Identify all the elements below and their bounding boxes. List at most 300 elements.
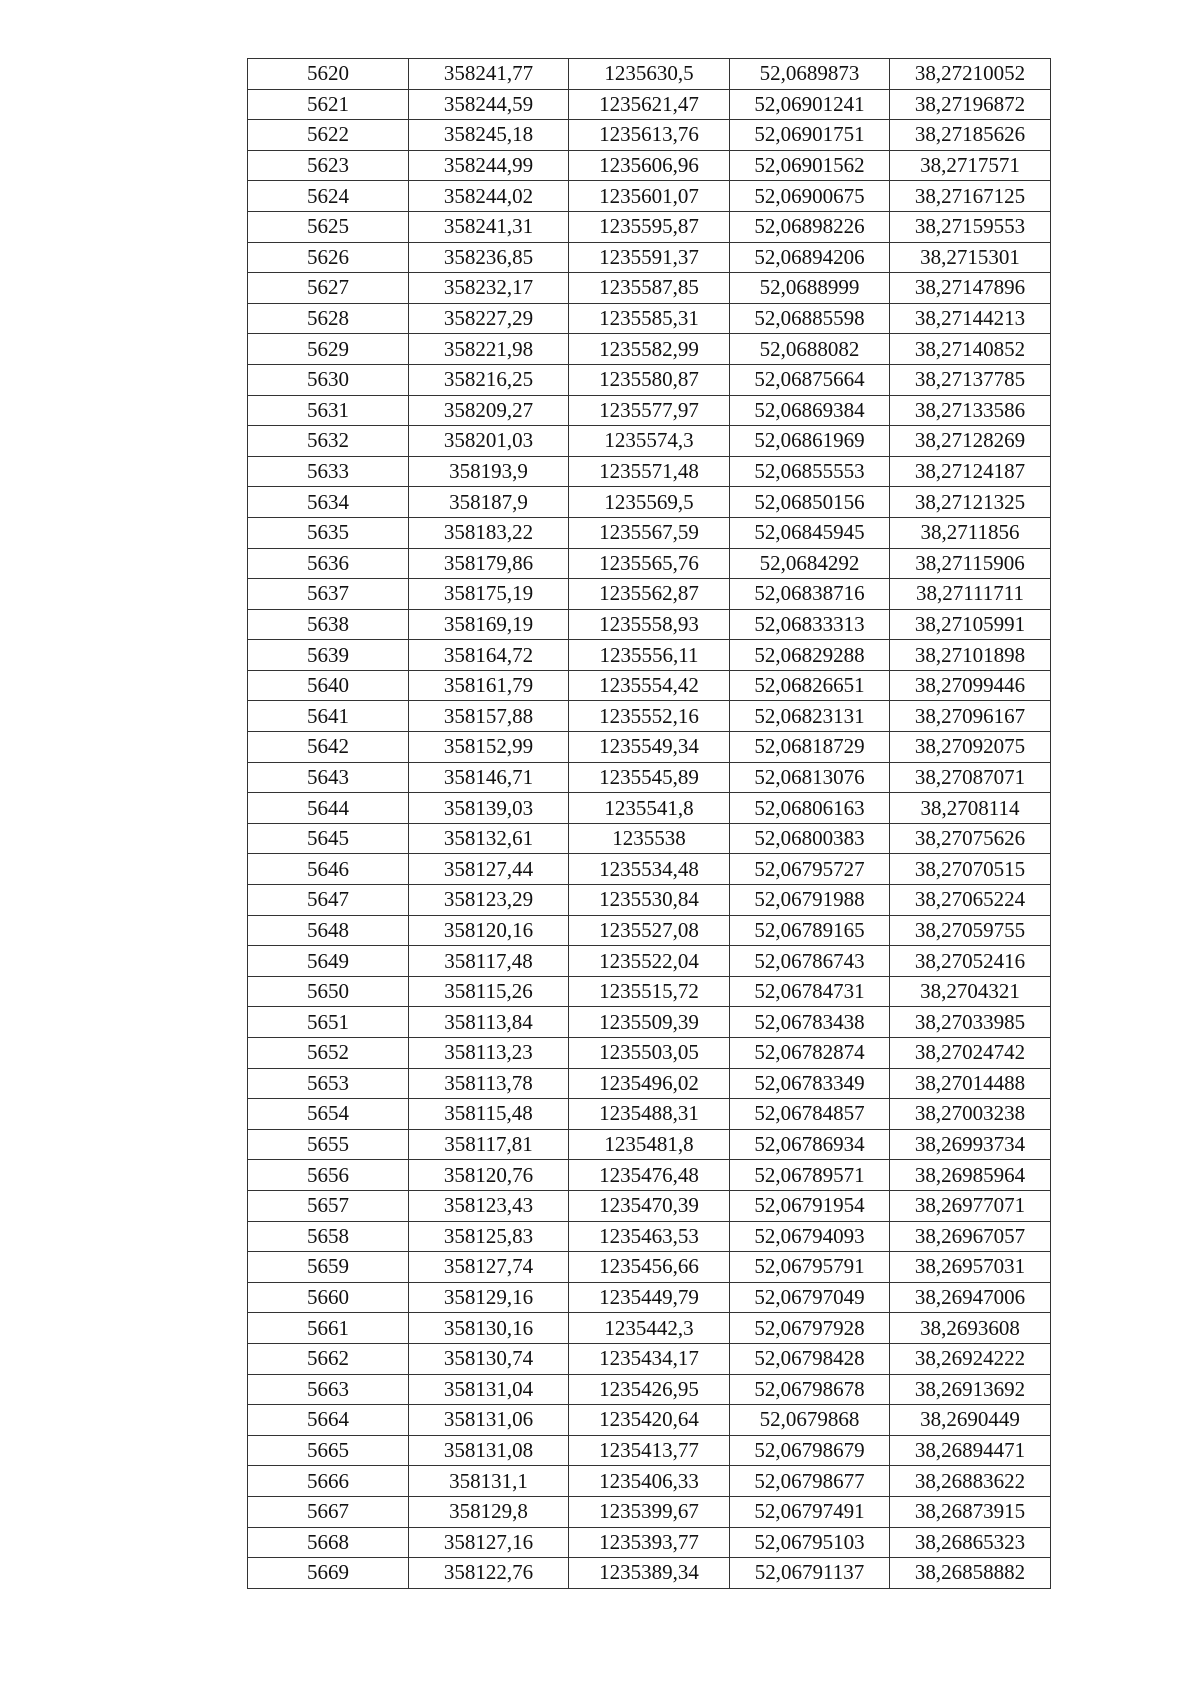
- y-coordinate-cell: 1235585,31: [569, 303, 730, 334]
- table-row: [248, 364, 1051, 395]
- x-coordinate-cell: 358157,88: [409, 701, 569, 732]
- latitude-cell: 52,06861969: [730, 426, 890, 457]
- table-row: [248, 487, 1051, 518]
- longitude-cell: 38,27096167: [890, 701, 1051, 732]
- y-coordinate-cell: 1235456,66: [569, 1252, 730, 1283]
- y-coordinate-cell: 1235587,85: [569, 273, 730, 304]
- longitude-cell: 38,27133586: [890, 395, 1051, 426]
- table-row: [248, 793, 1051, 824]
- latitude-cell: 52,06797491: [730, 1496, 890, 1527]
- x-coordinate-cell: 358244,99: [409, 150, 569, 181]
- table-row: [248, 1221, 1051, 1252]
- point-number-cell: 5660: [248, 1282, 409, 1313]
- latitude-cell: 52,06783349: [730, 1068, 890, 1099]
- y-coordinate-cell: 1235565,76: [569, 548, 730, 579]
- point-number-cell: 5641: [248, 701, 409, 732]
- longitude-cell: 38,27024742: [890, 1038, 1051, 1069]
- latitude-cell: 52,06784731: [730, 976, 890, 1007]
- latitude-cell: 52,06786934: [730, 1129, 890, 1160]
- latitude-cell: 52,06800383: [730, 823, 890, 854]
- latitude-cell: 52,06823131: [730, 701, 890, 732]
- point-number-cell: 5655: [248, 1129, 409, 1160]
- x-coordinate-cell: 358232,17: [409, 273, 569, 304]
- table-row: [248, 1160, 1051, 1191]
- table-row: [248, 1129, 1051, 1160]
- point-number-cell: 5652: [248, 1038, 409, 1069]
- x-coordinate-cell: 358236,85: [409, 242, 569, 273]
- y-coordinate-cell: 1235595,87: [569, 211, 730, 242]
- y-coordinate-cell: 1235442,3: [569, 1313, 730, 1344]
- point-number-cell: 5640: [248, 670, 409, 701]
- x-coordinate-cell: 358131,04: [409, 1374, 569, 1405]
- longitude-cell: 38,2715301: [890, 242, 1051, 273]
- longitude-cell: 38,27059755: [890, 915, 1051, 946]
- table-row: [248, 1007, 1051, 1038]
- point-number-cell: 5635: [248, 517, 409, 548]
- x-coordinate-cell: 358245,18: [409, 120, 569, 151]
- latitude-cell: 52,06798679: [730, 1435, 890, 1466]
- latitude-cell: 52,06795103: [730, 1527, 890, 1558]
- table-row: [248, 1405, 1051, 1436]
- table-row: [248, 579, 1051, 610]
- longitude-cell: 38,2708114: [890, 793, 1051, 824]
- y-coordinate-cell: 1235549,34: [569, 732, 730, 763]
- latitude-cell: 52,0688082: [730, 334, 890, 365]
- longitude-cell: 38,26957031: [890, 1252, 1051, 1283]
- x-coordinate-cell: 358216,25: [409, 364, 569, 395]
- point-number-cell: 5630: [248, 364, 409, 395]
- point-number-cell: 5625: [248, 211, 409, 242]
- table-row: [248, 150, 1051, 181]
- point-number-cell: 5666: [248, 1466, 409, 1497]
- x-coordinate-cell: 358244,59: [409, 89, 569, 120]
- x-coordinate-cell: 358132,61: [409, 823, 569, 854]
- longitude-cell: 38,26924222: [890, 1343, 1051, 1374]
- x-coordinate-cell: 358227,29: [409, 303, 569, 334]
- longitude-cell: 38,26865323: [890, 1527, 1051, 1558]
- longitude-cell: 38,27210052: [890, 59, 1051, 90]
- x-coordinate-cell: 358127,74: [409, 1252, 569, 1283]
- x-coordinate-cell: 358201,03: [409, 426, 569, 457]
- y-coordinate-cell: 1235420,64: [569, 1405, 730, 1436]
- y-coordinate-cell: 1235509,39: [569, 1007, 730, 1038]
- longitude-cell: 38,27111711: [890, 579, 1051, 610]
- point-number-cell: 5623: [248, 150, 409, 181]
- x-coordinate-cell: 358244,02: [409, 181, 569, 212]
- x-coordinate-cell: 358179,86: [409, 548, 569, 579]
- x-coordinate-cell: 358193,9: [409, 456, 569, 487]
- table-row: [248, 89, 1051, 120]
- y-coordinate-cell: 1235569,5: [569, 487, 730, 518]
- longitude-cell: 38,27052416: [890, 946, 1051, 977]
- latitude-cell: 52,06833313: [730, 609, 890, 640]
- longitude-cell: 38,27144213: [890, 303, 1051, 334]
- longitude-cell: 38,27140852: [890, 334, 1051, 365]
- longitude-cell: 38,26993734: [890, 1129, 1051, 1160]
- table-row: [248, 548, 1051, 579]
- table-row: [248, 640, 1051, 671]
- point-number-cell: 5665: [248, 1435, 409, 1466]
- longitude-cell: 38,27167125: [890, 181, 1051, 212]
- point-number-cell: 5622: [248, 120, 409, 151]
- longitude-cell: 38,27087071: [890, 762, 1051, 793]
- x-coordinate-cell: 358241,77: [409, 59, 569, 90]
- point-number-cell: 5634: [248, 487, 409, 518]
- latitude-cell: 52,06797928: [730, 1313, 890, 1344]
- latitude-cell: 52,06786743: [730, 946, 890, 977]
- point-number-cell: 5669: [248, 1558, 409, 1589]
- table-row: [248, 211, 1051, 242]
- y-coordinate-cell: 1235426,95: [569, 1374, 730, 1405]
- table-row: [248, 456, 1051, 487]
- longitude-cell: 38,27033985: [890, 1007, 1051, 1038]
- x-coordinate-cell: 358131,1: [409, 1466, 569, 1497]
- longitude-cell: 38,26858882: [890, 1558, 1051, 1589]
- latitude-cell: 52,06798678: [730, 1374, 890, 1405]
- point-number-cell: 5621: [248, 89, 409, 120]
- y-coordinate-cell: 1235449,79: [569, 1282, 730, 1313]
- y-coordinate-cell: 1235399,67: [569, 1496, 730, 1527]
- y-coordinate-cell: 1235621,47: [569, 89, 730, 120]
- y-coordinate-cell: 1235580,87: [569, 364, 730, 395]
- point-number-cell: 5656: [248, 1160, 409, 1191]
- point-number-cell: 5644: [248, 793, 409, 824]
- latitude-cell: 52,06875664: [730, 364, 890, 395]
- table-row: [248, 1496, 1051, 1527]
- point-number-cell: 5642: [248, 732, 409, 763]
- latitude-cell: 52,06789571: [730, 1160, 890, 1191]
- longitude-cell: 38,27185626: [890, 120, 1051, 151]
- table-row: [248, 1435, 1051, 1466]
- longitude-cell: 38,27070515: [890, 854, 1051, 885]
- longitude-cell: 38,26894471: [890, 1435, 1051, 1466]
- longitude-cell: 38,27196872: [890, 89, 1051, 120]
- x-coordinate-cell: 358115,48: [409, 1099, 569, 1130]
- x-coordinate-cell: 358164,72: [409, 640, 569, 671]
- point-number-cell: 5631: [248, 395, 409, 426]
- table-row: [248, 1313, 1051, 1344]
- longitude-cell: 38,26967057: [890, 1221, 1051, 1252]
- y-coordinate-cell: 1235389,34: [569, 1558, 730, 1589]
- x-coordinate-cell: 358175,19: [409, 579, 569, 610]
- y-coordinate-cell: 1235571,48: [569, 456, 730, 487]
- table-row: [248, 670, 1051, 701]
- table-row: [248, 946, 1051, 977]
- point-number-cell: 5632: [248, 426, 409, 457]
- latitude-cell: 52,06855553: [730, 456, 890, 487]
- y-coordinate-cell: 1235538: [569, 823, 730, 854]
- table-row: [248, 1068, 1051, 1099]
- table-row: [248, 1466, 1051, 1497]
- point-number-cell: 5643: [248, 762, 409, 793]
- x-coordinate-cell: 358122,76: [409, 1558, 569, 1589]
- latitude-cell: 52,06901562: [730, 150, 890, 181]
- longitude-cell: 38,27003238: [890, 1099, 1051, 1130]
- latitude-cell: 52,06782874: [730, 1038, 890, 1069]
- x-coordinate-cell: 358129,16: [409, 1282, 569, 1313]
- x-coordinate-cell: 358123,29: [409, 885, 569, 916]
- point-number-cell: 5638: [248, 609, 409, 640]
- longitude-cell: 38,27092075: [890, 732, 1051, 763]
- point-number-cell: 5661: [248, 1313, 409, 1344]
- table-row: [248, 762, 1051, 793]
- point-number-cell: 5633: [248, 456, 409, 487]
- latitude-cell: 52,0679868: [730, 1405, 890, 1436]
- x-coordinate-cell: 358209,27: [409, 395, 569, 426]
- table-row: [248, 701, 1051, 732]
- table-row: [248, 395, 1051, 426]
- latitude-cell: 52,06798677: [730, 1466, 890, 1497]
- x-coordinate-cell: 358120,76: [409, 1160, 569, 1191]
- y-coordinate-cell: 1235503,05: [569, 1038, 730, 1069]
- x-coordinate-cell: 358221,98: [409, 334, 569, 365]
- point-number-cell: 5647: [248, 885, 409, 916]
- y-coordinate-cell: 1235582,99: [569, 334, 730, 365]
- table-row: [248, 1190, 1051, 1221]
- y-coordinate-cell: 1235556,11: [569, 640, 730, 671]
- y-coordinate-cell: 1235534,48: [569, 854, 730, 885]
- x-coordinate-cell: 358113,78: [409, 1068, 569, 1099]
- table-row: [248, 242, 1051, 273]
- x-coordinate-cell: 358146,71: [409, 762, 569, 793]
- longitude-cell: 38,26913692: [890, 1374, 1051, 1405]
- longitude-cell: 38,2711856: [890, 517, 1051, 548]
- table-row: [248, 334, 1051, 365]
- x-coordinate-cell: 358183,22: [409, 517, 569, 548]
- table-row: [248, 517, 1051, 548]
- y-coordinate-cell: 1235527,08: [569, 915, 730, 946]
- latitude-cell: 52,06901241: [730, 89, 890, 120]
- x-coordinate-cell: 358123,43: [409, 1190, 569, 1221]
- table-row: [248, 1038, 1051, 1069]
- longitude-cell: 38,27075626: [890, 823, 1051, 854]
- point-number-cell: 5659: [248, 1252, 409, 1283]
- longitude-cell: 38,27105991: [890, 609, 1051, 640]
- longitude-cell: 38,2717571: [890, 150, 1051, 181]
- table-row: [248, 1099, 1051, 1130]
- y-coordinate-cell: 1235591,37: [569, 242, 730, 273]
- longitude-cell: 38,26947006: [890, 1282, 1051, 1313]
- latitude-cell: 52,06900675: [730, 181, 890, 212]
- latitude-cell: 52,06783438: [730, 1007, 890, 1038]
- longitude-cell: 38,2690449: [890, 1405, 1051, 1436]
- point-number-cell: 5648: [248, 915, 409, 946]
- point-number-cell: 5626: [248, 242, 409, 273]
- point-number-cell: 5654: [248, 1099, 409, 1130]
- latitude-cell: 52,06818729: [730, 732, 890, 763]
- x-coordinate-cell: 358115,26: [409, 976, 569, 1007]
- point-number-cell: 5624: [248, 181, 409, 212]
- x-coordinate-cell: 358161,79: [409, 670, 569, 701]
- y-coordinate-cell: 1235463,53: [569, 1221, 730, 1252]
- point-number-cell: 5629: [248, 334, 409, 365]
- longitude-cell: 38,27099446: [890, 670, 1051, 701]
- latitude-cell: 52,06898226: [730, 211, 890, 242]
- latitude-cell: 52,06784857: [730, 1099, 890, 1130]
- point-number-cell: 5637: [248, 579, 409, 610]
- table-row: [248, 976, 1051, 1007]
- point-number-cell: 5657: [248, 1190, 409, 1221]
- longitude-cell: 38,27115906: [890, 548, 1051, 579]
- longitude-cell: 38,27137785: [890, 364, 1051, 395]
- point-number-cell: 5639: [248, 640, 409, 671]
- y-coordinate-cell: 1235601,07: [569, 181, 730, 212]
- latitude-cell: 52,06795727: [730, 854, 890, 885]
- x-coordinate-cell: 358152,99: [409, 732, 569, 763]
- table-row: [248, 303, 1051, 334]
- table-row: [248, 609, 1051, 640]
- latitude-cell: 52,06798428: [730, 1343, 890, 1374]
- x-coordinate-cell: 358120,16: [409, 915, 569, 946]
- x-coordinate-cell: 358131,06: [409, 1405, 569, 1436]
- y-coordinate-cell: 1235481,8: [569, 1129, 730, 1160]
- point-number-cell: 5651: [248, 1007, 409, 1038]
- table-row: [248, 1527, 1051, 1558]
- y-coordinate-cell: 1235606,96: [569, 150, 730, 181]
- x-coordinate-cell: 358130,74: [409, 1343, 569, 1374]
- latitude-cell: 52,06845945: [730, 517, 890, 548]
- point-number-cell: 5636: [248, 548, 409, 579]
- longitude-cell: 38,27121325: [890, 487, 1051, 518]
- latitude-cell: 52,0688999: [730, 273, 890, 304]
- latitude-cell: 52,06869384: [730, 395, 890, 426]
- latitude-cell: 52,06885598: [730, 303, 890, 334]
- latitude-cell: 52,06794093: [730, 1221, 890, 1252]
- table-row: [248, 426, 1051, 457]
- y-coordinate-cell: 1235552,16: [569, 701, 730, 732]
- latitude-cell: 52,06791988: [730, 885, 890, 916]
- table-row: [248, 1282, 1051, 1313]
- table-row: [248, 885, 1051, 916]
- table-row: [248, 823, 1051, 854]
- point-number-cell: 5650: [248, 976, 409, 1007]
- table-row: [248, 59, 1051, 90]
- y-coordinate-cell: 1235554,42: [569, 670, 730, 701]
- longitude-cell: 38,27014488: [890, 1068, 1051, 1099]
- point-number-cell: 5667: [248, 1496, 409, 1527]
- longitude-cell: 38,2693608: [890, 1313, 1051, 1344]
- latitude-cell: 52,06826651: [730, 670, 890, 701]
- y-coordinate-cell: 1235515,72: [569, 976, 730, 1007]
- latitude-cell: 52,06829288: [730, 640, 890, 671]
- longitude-cell: 38,27124187: [890, 456, 1051, 487]
- latitude-cell: 52,06901751: [730, 120, 890, 151]
- y-coordinate-cell: 1235530,84: [569, 885, 730, 916]
- latitude-cell: 52,06813076: [730, 762, 890, 793]
- table-row: [248, 120, 1051, 151]
- x-coordinate-cell: 358113,23: [409, 1038, 569, 1069]
- x-coordinate-cell: 358125,83: [409, 1221, 569, 1252]
- x-coordinate-cell: 358127,16: [409, 1527, 569, 1558]
- x-coordinate-cell: 358131,08: [409, 1435, 569, 1466]
- longitude-cell: 38,26873915: [890, 1496, 1051, 1527]
- coordinates-table: [247, 58, 1051, 1589]
- table-row: [248, 1558, 1051, 1589]
- longitude-cell: 38,27159553: [890, 211, 1051, 242]
- y-coordinate-cell: 1235567,59: [569, 517, 730, 548]
- x-coordinate-cell: 358117,81: [409, 1129, 569, 1160]
- point-number-cell: 5649: [248, 946, 409, 977]
- latitude-cell: 52,06795791: [730, 1252, 890, 1283]
- x-coordinate-cell: 358127,44: [409, 854, 569, 885]
- longitude-cell: 38,2704321: [890, 976, 1051, 1007]
- table-row: [248, 1343, 1051, 1374]
- latitude-cell: 52,06791954: [730, 1190, 890, 1221]
- table-row: [248, 1374, 1051, 1405]
- x-coordinate-cell: 358113,84: [409, 1007, 569, 1038]
- latitude-cell: 52,06850156: [730, 487, 890, 518]
- y-coordinate-cell: 1235488,31: [569, 1099, 730, 1130]
- point-number-cell: 5668: [248, 1527, 409, 1558]
- y-coordinate-cell: 1235545,89: [569, 762, 730, 793]
- latitude-cell: 52,06806163: [730, 793, 890, 824]
- y-coordinate-cell: 1235496,02: [569, 1068, 730, 1099]
- latitude-cell: 52,06789165: [730, 915, 890, 946]
- x-coordinate-cell: 358129,8: [409, 1496, 569, 1527]
- latitude-cell: 52,06791137: [730, 1558, 890, 1589]
- y-coordinate-cell: 1235577,97: [569, 395, 730, 426]
- longitude-cell: 38,27101898: [890, 640, 1051, 671]
- point-number-cell: 5664: [248, 1405, 409, 1436]
- point-number-cell: 5627: [248, 273, 409, 304]
- longitude-cell: 38,27128269: [890, 426, 1051, 457]
- y-coordinate-cell: 1235562,87: [569, 579, 730, 610]
- x-coordinate-cell: 358130,16: [409, 1313, 569, 1344]
- point-number-cell: 5663: [248, 1374, 409, 1405]
- table-row: [248, 854, 1051, 885]
- y-coordinate-cell: 1235558,93: [569, 609, 730, 640]
- point-number-cell: 5658: [248, 1221, 409, 1252]
- y-coordinate-cell: 1235434,17: [569, 1343, 730, 1374]
- table-row: [248, 273, 1051, 304]
- y-coordinate-cell: 1235574,3: [569, 426, 730, 457]
- point-number-cell: 5645: [248, 823, 409, 854]
- coordinates-table-body: [248, 59, 1051, 1589]
- y-coordinate-cell: 1235541,8: [569, 793, 730, 824]
- y-coordinate-cell: 1235413,77: [569, 1435, 730, 1466]
- y-coordinate-cell: 1235613,76: [569, 120, 730, 151]
- point-number-cell: 5646: [248, 854, 409, 885]
- y-coordinate-cell: 1235522,04: [569, 946, 730, 977]
- x-coordinate-cell: 358117,48: [409, 946, 569, 977]
- longitude-cell: 38,27065224: [890, 885, 1051, 916]
- point-number-cell: 5628: [248, 303, 409, 334]
- longitude-cell: 38,26883622: [890, 1466, 1051, 1497]
- latitude-cell: 52,06838716: [730, 579, 890, 610]
- x-coordinate-cell: 358187,9: [409, 487, 569, 518]
- point-number-cell: 5620: [248, 59, 409, 90]
- table-row: [248, 732, 1051, 763]
- latitude-cell: 52,0689873: [730, 59, 890, 90]
- latitude-cell: 52,06894206: [730, 242, 890, 273]
- x-coordinate-cell: 358241,31: [409, 211, 569, 242]
- latitude-cell: 52,06797049: [730, 1282, 890, 1313]
- table-row: [248, 915, 1051, 946]
- table-row: [248, 181, 1051, 212]
- y-coordinate-cell: 1235406,33: [569, 1466, 730, 1497]
- y-coordinate-cell: 1235476,48: [569, 1160, 730, 1191]
- y-coordinate-cell: 1235393,77: [569, 1527, 730, 1558]
- point-number-cell: 5662: [248, 1343, 409, 1374]
- longitude-cell: 38,26977071: [890, 1190, 1051, 1221]
- y-coordinate-cell: 1235630,5: [569, 59, 730, 90]
- x-coordinate-cell: 358139,03: [409, 793, 569, 824]
- latitude-cell: 52,0684292: [730, 548, 890, 579]
- y-coordinate-cell: 1235470,39: [569, 1190, 730, 1221]
- longitude-cell: 38,26985964: [890, 1160, 1051, 1191]
- point-number-cell: 5653: [248, 1068, 409, 1099]
- table-row: [248, 1252, 1051, 1283]
